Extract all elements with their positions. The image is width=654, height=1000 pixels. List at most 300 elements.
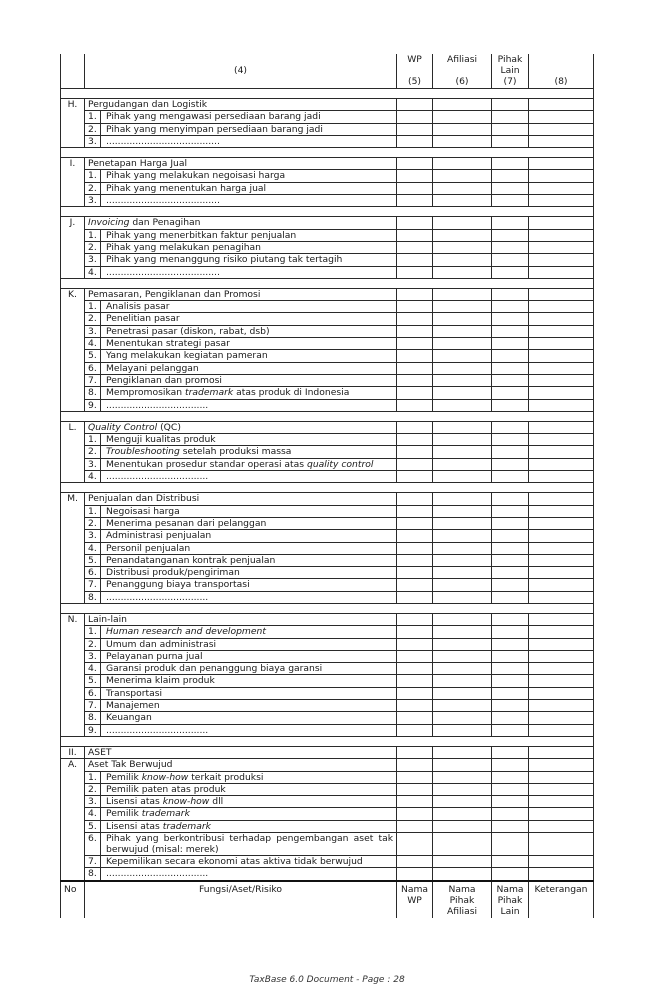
cell-keterangan[interactable] <box>529 638 594 650</box>
cell-wp[interactable] <box>397 724 433 736</box>
cell-pihak-lain[interactable] <box>492 868 529 881</box>
cell-pihak-lain[interactable] <box>492 446 529 458</box>
cell-wp[interactable] <box>397 195 433 207</box>
cell-pihak-lain[interactable] <box>492 111 529 123</box>
cell-pihak-lain[interactable] <box>492 434 529 446</box>
list-item-row <box>61 399 594 411</box>
cell-afiliasi[interactable] <box>433 362 492 374</box>
cell-pihak-lain[interactable] <box>492 856 529 868</box>
cell-afiliasi[interactable] <box>433 856 492 868</box>
cell-afiliasi[interactable] <box>433 471 492 483</box>
item-desc-cell <box>101 505 397 517</box>
spacer-row <box>61 411 594 421</box>
cell-pihak-lain[interactable] <box>492 663 529 675</box>
cell-wp[interactable] <box>397 99 433 111</box>
cell-keterangan[interactable] <box>529 374 594 386</box>
cell-pihak-lain[interactable] <box>492 135 529 147</box>
cell-keterangan[interactable] <box>529 195 594 207</box>
cell-afiliasi[interactable] <box>433 579 492 591</box>
cell-wp[interactable] <box>397 554 433 566</box>
cell-afiliasi[interactable] <box>433 759 492 771</box>
cell-pihak-lain[interactable] <box>492 687 529 699</box>
cell-afiliasi[interactable] <box>433 505 492 517</box>
cell-pihak-lain[interactable] <box>492 123 529 135</box>
cell-wp[interactable] <box>397 266 433 278</box>
cell-afiliasi[interactable] <box>433 530 492 542</box>
cell-pihak-lain[interactable] <box>492 182 529 194</box>
cell-pihak-lain[interactable] <box>492 374 529 386</box>
cell-pihak-lain[interactable] <box>492 217 529 229</box>
item-number-cell <box>85 505 101 517</box>
item-number: 4. <box>88 266 97 278</box>
cell-keterangan[interactable] <box>529 217 594 229</box>
item-text-italic: know-how <box>141 771 189 783</box>
cell-pihak-lain[interactable] <box>492 724 529 736</box>
cell-pihak-lain[interactable] <box>492 650 529 662</box>
cell-wp[interactable] <box>397 123 433 135</box>
cell-keterangan[interactable] <box>529 254 594 266</box>
cell-keterangan[interactable] <box>529 567 594 579</box>
section-title: Pemasaran, Pengiklanan dan Promosi <box>88 288 261 300</box>
cell-pihak-lain[interactable] <box>492 325 529 337</box>
cell-afiliasi[interactable] <box>433 350 492 362</box>
section-row-h <box>61 99 594 111</box>
cell-keterangan[interactable] <box>529 434 594 446</box>
cell-afiliasi[interactable] <box>433 493 492 505</box>
cell-keterangan[interactable] <box>529 182 594 194</box>
cell-keterangan[interactable] <box>529 517 594 529</box>
cell-pihak-lain[interactable] <box>492 626 529 638</box>
cell-pihak-lain[interactable] <box>492 554 529 566</box>
cell-keterangan[interactable] <box>529 591 594 603</box>
item-number-cell <box>85 458 101 470</box>
cell-wp[interactable] <box>397 387 433 399</box>
cell-pihak-lain[interactable] <box>492 493 529 505</box>
item-desc-cell <box>101 687 397 699</box>
cell-keterangan[interactable] <box>529 338 594 350</box>
cell-afiliasi[interactable] <box>433 567 492 579</box>
item-number-cell <box>85 712 101 724</box>
cell-wp[interactable] <box>397 505 433 517</box>
cell-afiliasi[interactable] <box>433 554 492 566</box>
cell-afiliasi[interactable] <box>433 542 492 554</box>
cell-pihak-lain[interactable] <box>492 241 529 253</box>
cell-keterangan[interactable] <box>529 399 594 411</box>
cell-afiliasi[interactable] <box>433 638 492 650</box>
section-title: Penjualan dan Distribusi <box>88 493 200 505</box>
cell-keterangan[interactable] <box>529 554 594 566</box>
item-text: Pemilik <box>106 771 142 783</box>
cell-keterangan[interactable] <box>529 856 594 868</box>
cell-wp[interactable] <box>397 638 433 650</box>
cell-keterangan[interactable] <box>529 759 594 771</box>
cell-afiliasi[interactable] <box>433 399 492 411</box>
item-number-cell <box>85 313 101 325</box>
cell-pihak-lain[interactable] <box>492 820 529 832</box>
cell-wp[interactable] <box>397 471 433 483</box>
list-item-row <box>61 700 594 712</box>
cell-keterangan[interactable] <box>529 471 594 483</box>
cell-keterangan[interactable] <box>529 579 594 591</box>
footer-nama-pihak-lain <box>492 881 529 918</box>
cell-pihak-lain[interactable] <box>492 530 529 542</box>
cell-keterangan[interactable] <box>529 663 594 675</box>
cell-pihak-lain[interactable] <box>492 712 529 724</box>
cell-wp[interactable] <box>397 446 433 458</box>
cell-afiliasi[interactable] <box>433 158 492 170</box>
cell-keterangan[interactable] <box>529 301 594 313</box>
cell-afiliasi[interactable] <box>433 663 492 675</box>
cell-keterangan[interactable] <box>529 170 594 182</box>
item-number: 8. <box>88 712 97 724</box>
item-text-suffix: atas produk di Indonesia <box>233 387 350 399</box>
cell-wp[interactable] <box>397 530 433 542</box>
cell-afiliasi[interactable] <box>433 591 492 603</box>
item-number-cell <box>85 554 101 566</box>
item-desc-cell <box>101 591 397 603</box>
cell-afiliasi[interactable] <box>433 771 492 783</box>
cell-pihak-lain[interactable] <box>492 746 529 758</box>
cell-afiliasi[interactable] <box>433 650 492 662</box>
item-number-cell <box>85 808 101 820</box>
cell-wp[interactable] <box>397 675 433 687</box>
cell-keterangan[interactable] <box>529 687 594 699</box>
cell-afiliasi[interactable] <box>433 613 492 625</box>
cell-wp[interactable] <box>397 567 433 579</box>
cell-pihak-lain[interactable] <box>492 362 529 374</box>
cell-keterangan[interactable] <box>529 135 594 147</box>
cell-afiliasi[interactable] <box>433 170 492 182</box>
cell-keterangan[interactable] <box>529 833 594 856</box>
cell-afiliasi[interactable] <box>433 833 492 856</box>
cell-wp[interactable] <box>397 517 433 529</box>
item-desc-cell <box>101 626 397 638</box>
item-number-cell <box>85 301 101 313</box>
item-number: 1. <box>88 771 97 783</box>
spacer-cell <box>61 207 594 217</box>
cell-afiliasi[interactable] <box>433 338 492 350</box>
item-number: 6. <box>88 687 97 699</box>
cell-keterangan[interactable] <box>529 626 594 638</box>
cell-keterangan[interactable] <box>529 111 594 123</box>
spacer-cell <box>61 411 594 421</box>
item-text: Pengiklanan dan promosi <box>106 374 222 386</box>
cell-afiliasi[interactable] <box>433 820 492 832</box>
item-number-cell <box>85 111 101 123</box>
cell-wp[interactable] <box>397 217 433 229</box>
header-ket <box>529 54 594 89</box>
cell-keterangan[interactable] <box>529 350 594 362</box>
cell-wp[interactable] <box>397 325 433 337</box>
item-desc-cell <box>101 170 397 182</box>
cell-pihak-lain[interactable] <box>492 458 529 470</box>
cell-keterangan[interactable] <box>529 808 594 820</box>
cell-wp[interactable] <box>397 626 433 638</box>
cell-afiliasi[interactable] <box>433 374 492 386</box>
cell-wp[interactable] <box>397 746 433 758</box>
item-number: 3. <box>88 195 97 207</box>
cell-keterangan[interactable] <box>529 746 594 758</box>
cell-pihak-lain[interactable] <box>492 517 529 529</box>
cell-wp[interactable] <box>397 542 433 554</box>
cell-pihak-lain[interactable] <box>492 796 529 808</box>
section-title-cell <box>85 288 397 300</box>
cell-afiliasi[interactable] <box>433 266 492 278</box>
cell-wp[interactable] <box>397 350 433 362</box>
cell-keterangan[interactable] <box>529 783 594 795</box>
cell-keterangan[interactable] <box>529 724 594 736</box>
cell-keterangan[interactable] <box>529 712 594 724</box>
item-number-cell <box>85 229 101 241</box>
item-text: Pihak yang menyimpan persediaan barang jadi <box>106 123 323 135</box>
cell-afiliasi[interactable] <box>433 868 492 881</box>
cell-keterangan[interactable] <box>529 99 594 111</box>
function-asset-risk-table <box>60 54 594 918</box>
cell-pihak-lain[interactable] <box>492 158 529 170</box>
cell-wp[interactable] <box>397 868 433 881</box>
cell-afiliasi[interactable] <box>433 796 492 808</box>
cell-keterangan[interactable] <box>529 493 594 505</box>
cell-wp[interactable] <box>397 158 433 170</box>
cell-keterangan[interactable] <box>529 505 594 517</box>
cell-wp[interactable] <box>397 434 433 446</box>
cell-afiliasi[interactable] <box>433 746 492 758</box>
item-number-cell <box>85 123 101 135</box>
cell-keterangan[interactable] <box>529 362 594 374</box>
item-number-cell <box>85 325 101 337</box>
cell-pihak-lain[interactable] <box>492 638 529 650</box>
cell-keterangan[interactable] <box>529 387 594 399</box>
cell-afiliasi[interactable] <box>433 111 492 123</box>
cell-keterangan[interactable] <box>529 675 594 687</box>
cell-wp[interactable] <box>397 700 433 712</box>
cell-afiliasi[interactable] <box>433 724 492 736</box>
list-item-row <box>61 458 594 470</box>
cell-wp[interactable] <box>397 458 433 470</box>
cell-pihak-lain[interactable] <box>492 613 529 625</box>
item-number-cell <box>85 626 101 638</box>
cell-afiliasi[interactable] <box>433 135 492 147</box>
item-number-cell <box>85 338 101 350</box>
cell-pihak-lain[interactable] <box>492 505 529 517</box>
cell-afiliasi[interactable] <box>433 687 492 699</box>
cell-wp[interactable] <box>397 783 433 795</box>
cell-pihak-lain[interactable] <box>492 771 529 783</box>
cell-afiliasi[interactable] <box>433 195 492 207</box>
cell-wp[interactable] <box>397 362 433 374</box>
cell-wp[interactable] <box>397 759 433 771</box>
cell-wp[interactable] <box>397 241 433 253</box>
cell-afiliasi[interactable] <box>433 808 492 820</box>
cell-keterangan[interactable] <box>529 796 594 808</box>
cell-keterangan[interactable] <box>529 700 594 712</box>
item-number: 4. <box>88 808 97 820</box>
cell-wp[interactable] <box>397 421 433 433</box>
cell-wp[interactable] <box>397 288 433 300</box>
cell-keterangan[interactable] <box>529 421 594 433</box>
cell-pihak-lain[interactable] <box>492 387 529 399</box>
cell-afiliasi[interactable] <box>433 241 492 253</box>
cell-wp[interactable] <box>397 254 433 266</box>
section-title: Aset Tak Berwujud <box>88 759 173 771</box>
cell-keterangan[interactable] <box>529 325 594 337</box>
cell-afiliasi[interactable] <box>433 325 492 337</box>
cell-keterangan[interactable] <box>529 313 594 325</box>
section-title-rest: (QC) <box>157 421 181 433</box>
cell-keterangan[interactable] <box>529 613 594 625</box>
cell-pihak-lain[interactable] <box>492 338 529 350</box>
cell-keterangan[interactable] <box>529 446 594 458</box>
cell-keterangan[interactable] <box>529 458 594 470</box>
item-text-italic: Troubleshooting <box>106 446 180 458</box>
item-number: 7. <box>88 856 97 868</box>
item-number-cell <box>85 266 101 278</box>
cell-pihak-lain[interactable] <box>492 99 529 111</box>
cell-afiliasi[interactable] <box>433 182 492 194</box>
item-text: Transportasi <box>106 687 163 699</box>
cell-keterangan[interactable] <box>529 542 594 554</box>
cell-pihak-lain[interactable] <box>492 266 529 278</box>
cell-afiliasi[interactable] <box>433 99 492 111</box>
cell-pihak-lain[interactable] <box>492 421 529 433</box>
cell-pihak-lain[interactable] <box>492 808 529 820</box>
cell-pihak-lain[interactable] <box>492 195 529 207</box>
item-desc-cell <box>101 700 397 712</box>
cell-afiliasi[interactable] <box>433 123 492 135</box>
cell-afiliasi[interactable] <box>433 288 492 300</box>
cell-wp[interactable] <box>397 135 433 147</box>
cell-afiliasi[interactable] <box>433 387 492 399</box>
cell-wp[interactable] <box>397 712 433 724</box>
cell-pihak-lain[interactable] <box>492 700 529 712</box>
item-number: 1. <box>88 505 97 517</box>
cell-afiliasi[interactable] <box>433 434 492 446</box>
cell-afiliasi[interactable] <box>433 229 492 241</box>
cell-wp[interactable] <box>397 650 433 662</box>
cell-pihak-lain[interactable] <box>492 675 529 687</box>
cell-wp[interactable] <box>397 229 433 241</box>
cell-wp[interactable] <box>397 820 433 832</box>
cell-afiliasi[interactable] <box>433 675 492 687</box>
cell-wp[interactable] <box>397 301 433 313</box>
cell-afiliasi[interactable] <box>433 783 492 795</box>
cell-keterangan[interactable] <box>529 266 594 278</box>
section-label-cell <box>61 421 85 482</box>
cell-pihak-lain[interactable] <box>492 229 529 241</box>
item-number-cell <box>85 567 101 579</box>
cell-pihak-lain[interactable] <box>492 471 529 483</box>
item-number-cell <box>85 241 101 253</box>
item-number: 9. <box>88 724 97 736</box>
header-wp <box>397 54 433 89</box>
cell-afiliasi[interactable] <box>433 626 492 638</box>
cell-wp[interactable] <box>397 687 433 699</box>
cell-afiliasi[interactable] <box>433 517 492 529</box>
list-item-row <box>61 182 594 194</box>
cell-wp[interactable] <box>397 833 433 856</box>
list-item-row <box>61 542 594 554</box>
cell-keterangan[interactable] <box>529 868 594 881</box>
cell-wp[interactable] <box>397 613 433 625</box>
cell-keterangan[interactable] <box>529 241 594 253</box>
cell-afiliasi[interactable] <box>433 458 492 470</box>
cell-pihak-lain[interactable] <box>492 591 529 603</box>
cell-pihak-lain[interactable] <box>492 759 529 771</box>
cell-afiliasi[interactable] <box>433 712 492 724</box>
cell-keterangan[interactable] <box>529 820 594 832</box>
cell-keterangan[interactable] <box>529 650 594 662</box>
cell-wp[interactable] <box>397 493 433 505</box>
cell-pihak-lain[interactable] <box>492 399 529 411</box>
cell-wp[interactable] <box>397 771 433 783</box>
cell-wp[interactable] <box>397 182 433 194</box>
cell-wp[interactable] <box>397 856 433 868</box>
item-number: 4. <box>88 471 97 483</box>
item-number: 3. <box>88 796 97 808</box>
list-item-row <box>61 663 594 675</box>
cell-wp[interactable] <box>397 579 433 591</box>
cell-wp[interactable] <box>397 399 433 411</box>
item-desc-cell <box>101 712 397 724</box>
item-desc-cell <box>101 808 397 820</box>
cell-afiliasi[interactable] <box>433 421 492 433</box>
spacer-row <box>61 278 594 288</box>
cell-keterangan[interactable] <box>529 771 594 783</box>
item-desc-cell <box>101 868 397 881</box>
cell-pihak-lain[interactable] <box>492 301 529 313</box>
cell-wp[interactable] <box>397 338 433 350</box>
cell-wp[interactable] <box>397 170 433 182</box>
cell-afiliasi[interactable] <box>433 700 492 712</box>
item-number: 1. <box>88 170 97 182</box>
cell-keterangan[interactable] <box>529 229 594 241</box>
cell-afiliasi[interactable] <box>433 217 492 229</box>
item-number-cell <box>85 783 101 795</box>
cell-pihak-lain[interactable] <box>492 254 529 266</box>
cell-wp[interactable] <box>397 111 433 123</box>
cell-wp[interactable] <box>397 374 433 386</box>
cell-pihak-lain[interactable] <box>492 313 529 325</box>
cell-afiliasi[interactable] <box>433 313 492 325</box>
cell-keterangan[interactable] <box>529 288 594 300</box>
item-number-cell <box>85 820 101 832</box>
cell-keterangan[interactable] <box>529 123 594 135</box>
cell-wp[interactable] <box>397 796 433 808</box>
cell-wp[interactable] <box>397 313 433 325</box>
cell-pihak-lain[interactable] <box>492 783 529 795</box>
item-desc-cell <box>101 123 397 135</box>
cell-wp[interactable] <box>397 591 433 603</box>
cell-afiliasi[interactable] <box>433 446 492 458</box>
cell-afiliasi[interactable] <box>433 301 492 313</box>
cell-pihak-lain[interactable] <box>492 567 529 579</box>
cell-keterangan[interactable] <box>529 158 594 170</box>
cell-pihak-lain[interactable] <box>492 579 529 591</box>
cell-afiliasi[interactable] <box>433 254 492 266</box>
cell-wp[interactable] <box>397 808 433 820</box>
list-item-row <box>61 868 594 881</box>
cell-pihak-lain[interactable] <box>492 833 529 856</box>
item-desc-cell <box>101 266 397 278</box>
cell-keterangan[interactable] <box>529 530 594 542</box>
list-item-row <box>61 579 594 591</box>
cell-pihak-lain[interactable] <box>492 170 529 182</box>
cell-wp[interactable] <box>397 663 433 675</box>
cell-pihak-lain[interactable] <box>492 350 529 362</box>
cell-pihak-lain[interactable] <box>492 288 529 300</box>
item-number: 6. <box>88 567 97 579</box>
cell-pihak-lain[interactable] <box>492 542 529 554</box>
